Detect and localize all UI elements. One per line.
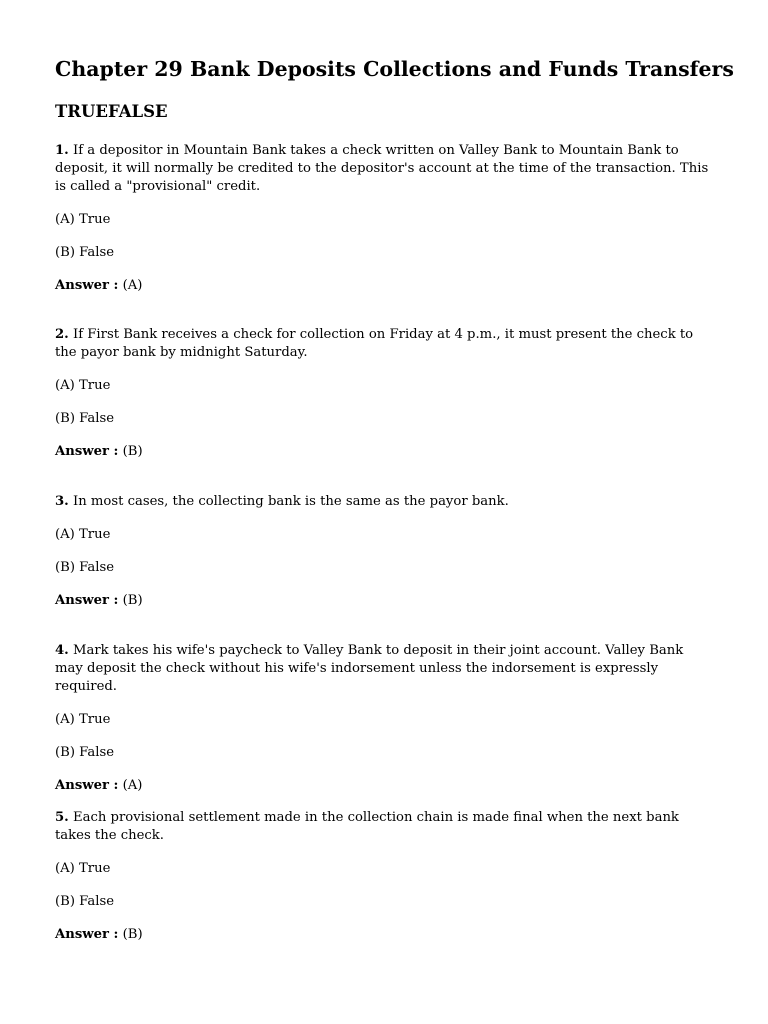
answer-label: Answer : [55, 778, 119, 793]
question-body: If a depositor in Mountain Bank takes a check written on Valley Bank to Mountain Bank to deposit, it will normally be credited to the depositor's account at the time of the transaction. This is called a "provisional" credit. [55, 143, 709, 194]
option-b: (B) False [55, 411, 115, 426]
option-a: (A) True [55, 378, 111, 393]
question-body: In most cases, the collecting bank is the same as the payor bank. [72, 494, 509, 509]
answer-label: Answer : [55, 593, 119, 608]
question-body: If First Bank receives a check for collection on Friday at 4 p.m., it must present the check to the payor bank by midnight Saturday. [55, 327, 694, 360]
question-text [55, 142, 715, 196]
question-1 [55, 142, 715, 295]
option-a: (A) True [55, 712, 111, 727]
answer-value: (B) [122, 444, 143, 459]
question-number: 5. [55, 810, 69, 825]
option-b: (B) False [55, 894, 115, 909]
option-b: (B) False [55, 245, 115, 260]
answer-label: Answer : [55, 927, 119, 942]
answer-label: Answer : [55, 278, 119, 293]
question-2 [55, 326, 715, 461]
option-b: (B) False [55, 745, 115, 760]
option-a: (A) True [55, 527, 111, 542]
question-body: Mark takes his wife's paycheck to Valley Bank to deposit in their joint account. Valley Bank may deposit the check without his wife's indorsement unless the indorsement is expressly required. [55, 643, 684, 694]
question-text [55, 493, 715, 511]
question-text [55, 642, 715, 696]
option-b: (B) False [55, 560, 115, 575]
answer-line [55, 926, 715, 944]
question-text [55, 809, 715, 845]
option-a: (A) True [55, 861, 111, 876]
question-3 [55, 493, 715, 610]
answer-value: (A) [122, 278, 143, 293]
answer-line [55, 592, 715, 610]
answer-line [55, 777, 715, 795]
question-number: 1. [55, 143, 69, 158]
question-text [55, 326, 715, 362]
answer-value: (A) [122, 778, 143, 793]
answer-label: Answer : [55, 444, 119, 459]
answer-line [55, 277, 715, 295]
section-heading: TRUEFALSE [55, 102, 168, 121]
answer-value: (B) [122, 593, 143, 608]
question-number: 3. [55, 494, 69, 509]
answer-line [55, 443, 715, 461]
question-number: 4. [55, 643, 69, 658]
question-number: 2. [55, 327, 69, 342]
option-a: (A) True [55, 212, 111, 227]
page-title: Chapter 29 Bank Deposits Collections and Funds Transfers [55, 57, 734, 81]
question-body: Each provisional settlement made in the collection chain is made final when the next bank takes the check. [55, 810, 679, 843]
question-4 [55, 642, 715, 795]
answer-value: (B) [122, 927, 143, 942]
question-5 [55, 809, 715, 944]
